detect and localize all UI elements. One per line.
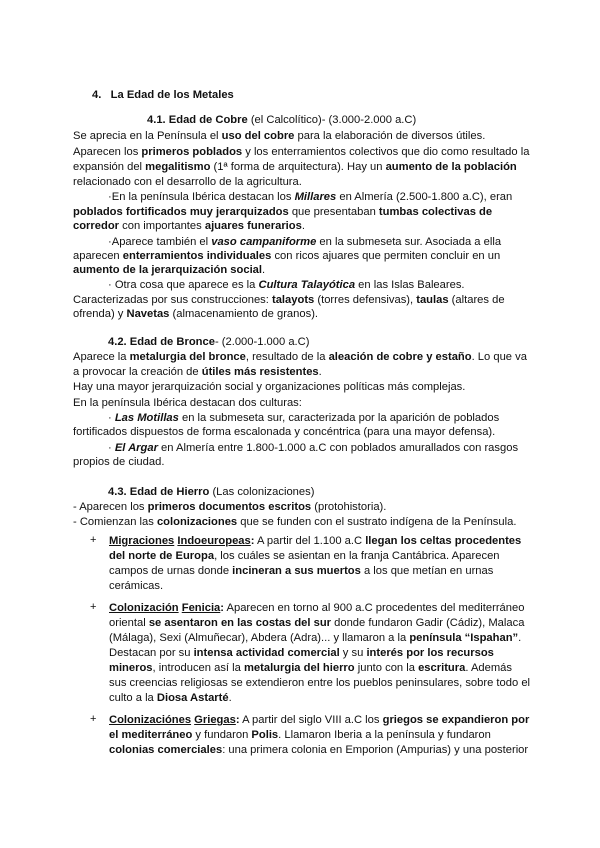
bullet1-line-4: cerámicas. [109, 580, 164, 592]
cobre-line-9: aparecen enterramientos individuales con ricos ajuares que permiten concluir en un [73, 250, 501, 262]
bullet1-line-3: campos de urnas donde incineran a sus muertos a los que metían en urnas [109, 565, 494, 577]
bullet2-line-6: sus creencias religiosas se extendieron entre los pueblos peninsulares, sobre todo el [109, 677, 531, 689]
hierro-line-1: - Aparecen los primeros documentos escritos (protohistoria). [73, 501, 387, 513]
cobre-line-1: Se aprecia en la Península el uso del cobre para la elaboración de diversos útiles. [73, 130, 486, 142]
bronce-line-5: · Las Motillas en la submeseta sur, caracterizada por la aparición de poblados [108, 412, 500, 424]
cobre-line-6: poblados fortificados muy jerarquizados que presentaban tumbas colectivas de [73, 206, 493, 218]
bullet2-line-4: Destacan por su intensa actividad comercial y su interés por los recursos [109, 647, 494, 659]
section-heading [92, 88, 234, 103]
bullet3-line-3: colonias comerciales: una primera colonia en Emporion (Ampurias) y una posterior [109, 744, 529, 756]
bronce-line-4: En la península Ibérica destacan dos culturas: [73, 397, 302, 409]
hierro-title: 4.3. Edad de Hierro [108, 486, 210, 498]
cobre-line-7: corredor con importantes ajuares funerarios. [73, 220, 305, 232]
bronce-heading [108, 335, 309, 350]
bronce-line-1: Aparece la metalurgia del bronce, resultado de la aleación de cobre y estaño. Lo que va [73, 351, 527, 363]
cobre-line-8: ·Aparece también el vaso campaniforme en la submeseta sur. Asociada a ella [108, 236, 502, 248]
hierro-title-rest: (Las colonizaciones) [209, 486, 315, 498]
cobre-heading [147, 113, 416, 128]
bullet-marker: + [90, 713, 97, 725]
bronce-title: 4.2. Edad de Bronce [108, 336, 215, 348]
bullet-marker: + [90, 534, 97, 546]
bullet2-line-5: mineros, introducen así la metalurgia del hierro junto con la escritura. Además [109, 662, 512, 674]
bullet3-line-2: el mediterráneo y fundaron Polis. Llamaron Iberia a la península y fundaron [109, 729, 491, 741]
bronce-title-rest: - (2.000-1.000 a.C) [214, 336, 310, 348]
bullet2-line-1: Colonización Fenicia: Aparecen en torno al 900 a.C procedentes del mediterráneo [109, 602, 525, 614]
cobre-title: 4.1. Edad de Cobre [147, 114, 248, 126]
hierro-heading [108, 485, 314, 500]
cobre-line-3: expansión del megalitismo (1ª forma de arquitectura). Hay un aumento de la población [73, 161, 517, 173]
hierro-line-2: - Comienzan las colonizaciones que se funden con el sustrato indígena de la Península. [73, 516, 517, 528]
bullet1-line-1: Migraciones Indoeuropeas: A partir del 1.100 a.C llegan los celtas procedentes [109, 535, 522, 547]
bronce-line-2: a provocar la creación de útiles más resistentes. [73, 366, 322, 378]
cobre-line-5: ·En la península Ibérica destacan los Millares en Almería (2.500-1.800 a.C), eran [108, 191, 513, 203]
bullet2-line-2: oriental se asentaron en las costas del sur donde fundaron Gadir (Cádiz), Malaca [109, 617, 525, 629]
cobre-line-10: aumento de la jerarquización social. [73, 264, 266, 276]
cobre-line-2: Aparecen los primeros poblados y los enterramientos colectivos que dio como resultado la [73, 146, 530, 158]
bullet2-line-3: (Málaga), Sexi (Almuñecar), Abdera (Adra)... y llamaron a la península “Ispahan”. [109, 632, 522, 644]
bronce-line-8: propios de ciudad. [73, 456, 165, 468]
bullet3-line-1: Colonizaciónes Griegas: A partir del siglo VIII a.C los griegos se expandieron por [109, 714, 530, 726]
bullet2-line-7: culto a la Diosa Astarté. [109, 692, 232, 704]
cobre-line-13: ofrenda) y Navetas (almacenamiento de granos). [73, 308, 319, 320]
cobre-line-4: relacionado con el desarrollo de la agricultura. [73, 176, 302, 188]
cobre-title-rest: (el Calcolítico)- (3.000-2.000 a.C) [247, 114, 417, 126]
bullet-marker: + [90, 601, 97, 613]
heading-number: 4. [92, 89, 102, 101]
bronce-line-7: · El Argar en Almería entre 1.800-1.000 a.C con poblados amurallados con rasgos [108, 442, 519, 454]
bronce-line-3: Hay una mayor jerarquización social y organizaciones políticas más complejas. [73, 381, 466, 393]
bullet1-line-2: del norte de Europa, los cuáles se asientan en la franja Cantábrica. Aparecen [109, 550, 500, 562]
heading-title: La Edad de los Metales [110, 89, 234, 101]
bronce-line-6: fortificados dispuestos de forma escalonada y concéntrica (para una mayor defensa). [73, 426, 496, 438]
cobre-line-12: Caracterizadas por sus construcciones: talayots (torres defensivas), taulas (altares de [73, 294, 505, 306]
cobre-line-11: · Otra cosa que aparece es la Cultura Talayótica en las Islas Baleares. [108, 279, 465, 291]
